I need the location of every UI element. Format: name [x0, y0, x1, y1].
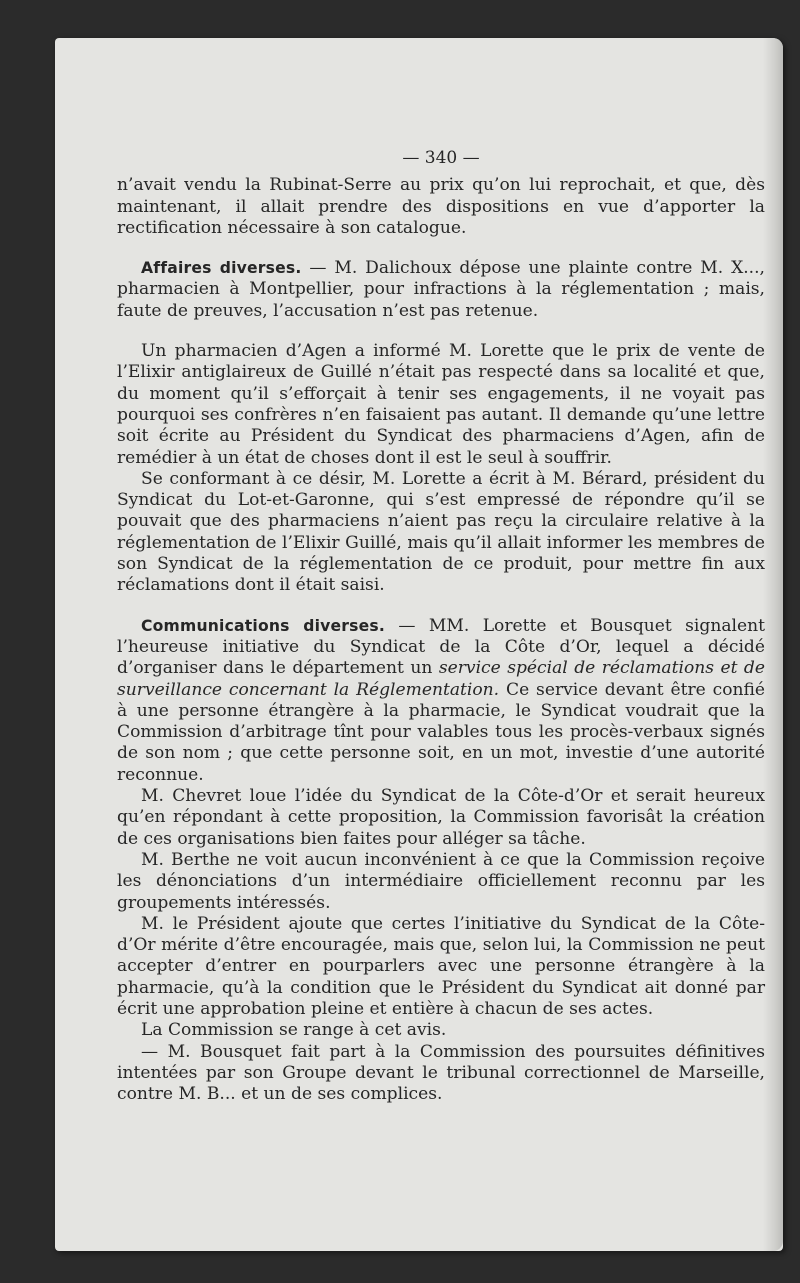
paragraph-agen: Un pharmacien d’Agen a informé M. Lorette que le prix de vente de l’Elixir antiglaireux de Guillé n’était pas respecté dans sa localité et que, du moment qu’il s’efforçait à tenir ses engagements, il ne voyait pas pourquoi ses confrères n’en faisaient pas autant. Il demande qu’une lettre soit écrite au Président du Syndicat des pharmaciens d’Agen, afin de remédier à un état de choses dont il est le seul à souffrir. — [117, 341, 765, 468]
paragraph-text: — M. Dalichoux dépose une plainte contre M. X..., pharmacien à Montpellier, pour infractions à la réglementation ; mais, faute de preuves, l’accusation n’est pas retenue. — [117, 258, 765, 321]
section-heading-affaires-diverses: Affaires diverses. — [141, 259, 302, 278]
paragraph-italic: service spécial de réclamations et de surveillance concernant la Réglementation. — [117, 658, 765, 700]
paragraph-text-a: — MM. Lorette et Bousquet signalent l’heureuse initiative du Syndicat de la Côte d’Or, lequel a décidé d’organiser dans le département un — [117, 615, 765, 679]
paragraph-berthe: M. Berthe ne voit aucun inconvénient à ce que la Commission reçoive les dénonciations d’un intermédiaire officiellement reconnu par les groupements intéressés. — [117, 849, 765, 913]
paragraph-commission-avis: La Commission se range à cet avis. — [141, 1020, 447, 1041]
paragraph-bousquet: — M. Bousquet fait part à la Commission des poursuites définitives intentées par son Groupe devant le tribunal correctionnel de Marseille, contre M. B... et un de ses complices. — [117, 1041, 765, 1105]
paragraph-lorette-berard: Se conformant à ce désir, M. Lorette a écrit à M. Bérard, président du Syndicat du Lot-et-Garonne, qui s’est empressé de répondre qu’il se pouvait que des pharmaciens n’aient pas reçu la circulaire relative à la réglementation de l’Elixir Guillé, mais qu’il allait informer les membres de son Syndicat de la réglementation de ce produit, pour mettre fin aux réclamations dont il était saisi. — [117, 468, 765, 596]
page-edge — [763, 38, 783, 1251]
paragraph-affaires-diverses — [117, 258, 765, 322]
section-heading-communications-diverses: Communications diverses. — [141, 616, 386, 635]
paragraph-communications-diverses — [117, 616, 765, 786]
paragraph-president: M. le Président ajoute que certes l’initiative du Syndicat de la Côte-d’Or mérite d’être encouragée, mais que, selon lui, la Commission ne peut accepter d’entrer en pourparlers avec une personne étrangère à la pharmacie, qu’à la condition que le Président du Syndicat ait donné par écrit une approbation pleine et entière à chacun de ses actes. — [117, 913, 765, 1019]
paragraph-continuation: n’avait vendu la Rubinat-Serre au prix qu’on lui reprochait, et que, dès maintenant, il allait prendre des dispositions en vue d’apporter la rectification nécessaire à son catalogue. — [117, 175, 765, 238]
paragraph-text-b: Ce service devant être confié à une personne étrangère à la pharmacie, le Syndicat voudrait que la Commission d’arbitrage tînt pour valables tous les procès-verbaux signés de son nom ; que cette personne soit, en un mot, investie d’une autorité reconnue. — [117, 679, 766, 785]
page-number: — 340 — — [402, 148, 480, 168]
page-body — [117, 148, 765, 1105]
paragraph-chevret: M. Chevret loue l’idée du Syndicat de la Côte-d’Or et serait heureux qu’en répondant à cette proposition, la Commission favorisât la création de ces organisations bien faites pour alléger sa tâche. — [117, 786, 765, 849]
